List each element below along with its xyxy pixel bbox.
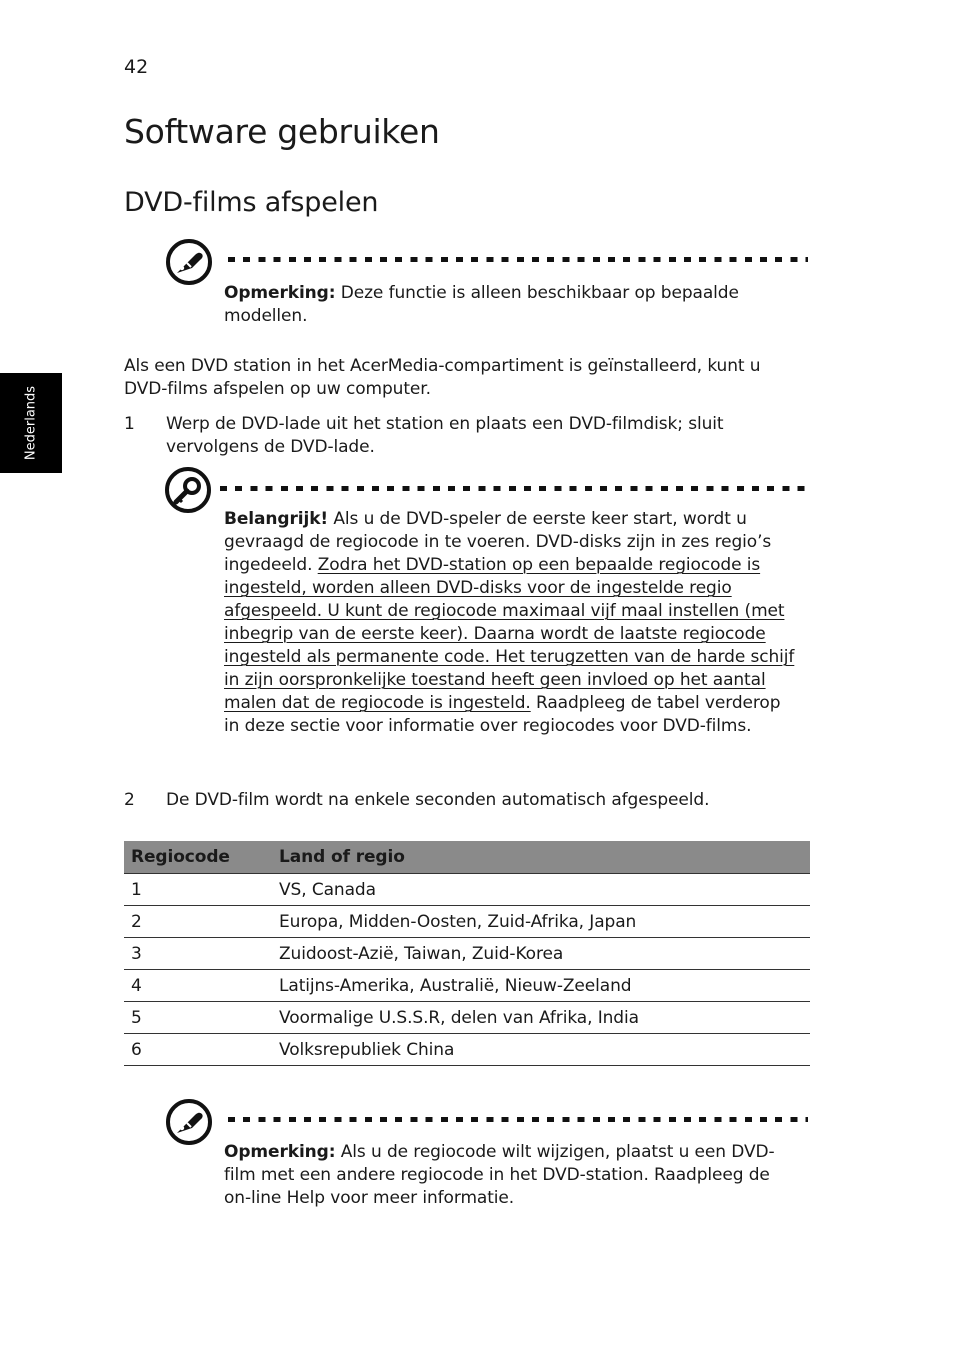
table-row	[124, 970, 810, 1002]
region-code-cell: 4	[124, 970, 272, 1002]
region-code-cell: 3	[124, 938, 272, 970]
region-code-cell: 6	[124, 1034, 272, 1066]
note-divider	[228, 1117, 808, 1122]
region-code-table	[124, 841, 810, 1066]
table-row	[124, 1002, 810, 1034]
region-name-cell: Voormalige U.S.S.R, delen van Afrika, India	[272, 1002, 810, 1034]
note-divider	[228, 257, 808, 262]
table-row	[124, 874, 810, 906]
step-number: 2	[124, 790, 135, 810]
table-row	[124, 938, 810, 970]
important-icon	[164, 466, 212, 514]
step-number: 1	[124, 414, 135, 434]
note-body: Als u de regiocode wilt wijzigen, plaatst u een DVD-film met een andere regiocode in het DVD-station. Raadpleeg de on-line Help voor meer informatie.	[224, 1142, 775, 1208]
important-underlined: Zodra het DVD-station op een bepaalde regiocode is ingesteld, worden alleen DVD-disks voor de ingestelde regio afgespeeld. U kunt de regiocode maximaal vijf maal instellen (met inbegrip van de eerste keer). Daarna wordt de laatste regiocode ingesteld als permanente code. Het terugzetten van de harde schijf in zijn oorspronkelijke toestand heeft geen invloed op het aantal malen dat de regiocode is ingesteld.	[224, 555, 795, 713]
page-title: Software gebruiken	[124, 112, 440, 151]
note-label: Opmerking:	[224, 1142, 336, 1162]
region-code-cell: 2	[124, 906, 272, 938]
note-text	[224, 282, 804, 328]
region-name-cell: VS, Canada	[272, 874, 810, 906]
note-icon	[165, 238, 213, 286]
header-land-of-regio: Land of regio	[272, 841, 810, 874]
important-body: Als u de DVD-speler de eerste keer start, wordt u gevraagd de regiocode in te voeren. DVD-disks zijn in zes regio’s ingedeeld.	[224, 509, 772, 575]
region-code-cell: 1	[124, 874, 272, 906]
note-label: Opmerking:	[224, 283, 336, 303]
language-side-tab	[0, 373, 62, 473]
header-regiocode: Regiocode	[124, 841, 272, 874]
intro-paragraph: Als een DVD station in het AcerMedia-compartiment is geïnstalleerd, kunt u DVD-films afspelen op uw computer.	[124, 356, 761, 399]
important-divider	[220, 486, 806, 491]
table-header-row	[124, 841, 810, 874]
table-row	[124, 906, 810, 938]
region-code-cell: 5	[124, 1002, 272, 1034]
region-name-cell: Latijns-Amerika, Australië, Nieuw-Zeeland	[272, 970, 810, 1002]
important-label: Belangrijk!	[224, 509, 329, 529]
note-text	[224, 1141, 799, 1210]
note-body: Deze functie is alleen beschikbaar op bepaalde modellen.	[224, 283, 739, 326]
region-name-cell: Europa, Midden-Oosten, Zuid-Afrika, Japan	[272, 906, 810, 938]
note-icon	[165, 1098, 213, 1146]
table-row	[124, 1034, 810, 1066]
important-body-end: Raadpleeg de tabel verderop in deze sectie voor informatie over regiocodes voor DVD-films.	[224, 693, 781, 736]
important-text	[224, 508, 796, 738]
region-name-cell: Volksrepubliek China	[272, 1034, 810, 1066]
step-text: De DVD-film wordt na enkele seconden automatisch afgespeeld.	[166, 790, 710, 810]
section-title: DVD-films afspelen	[124, 187, 379, 218]
step-text: Werp de DVD-lade uit het station en plaats een DVD-filmdisk; sluit vervolgens de DVD-lade.	[166, 414, 724, 457]
page-number: 42	[124, 56, 149, 78]
region-name-cell: Zuidoost-Azië, Taiwan, Zuid-Korea	[272, 938, 810, 970]
side-tab-label: Nederlands	[23, 385, 39, 461]
